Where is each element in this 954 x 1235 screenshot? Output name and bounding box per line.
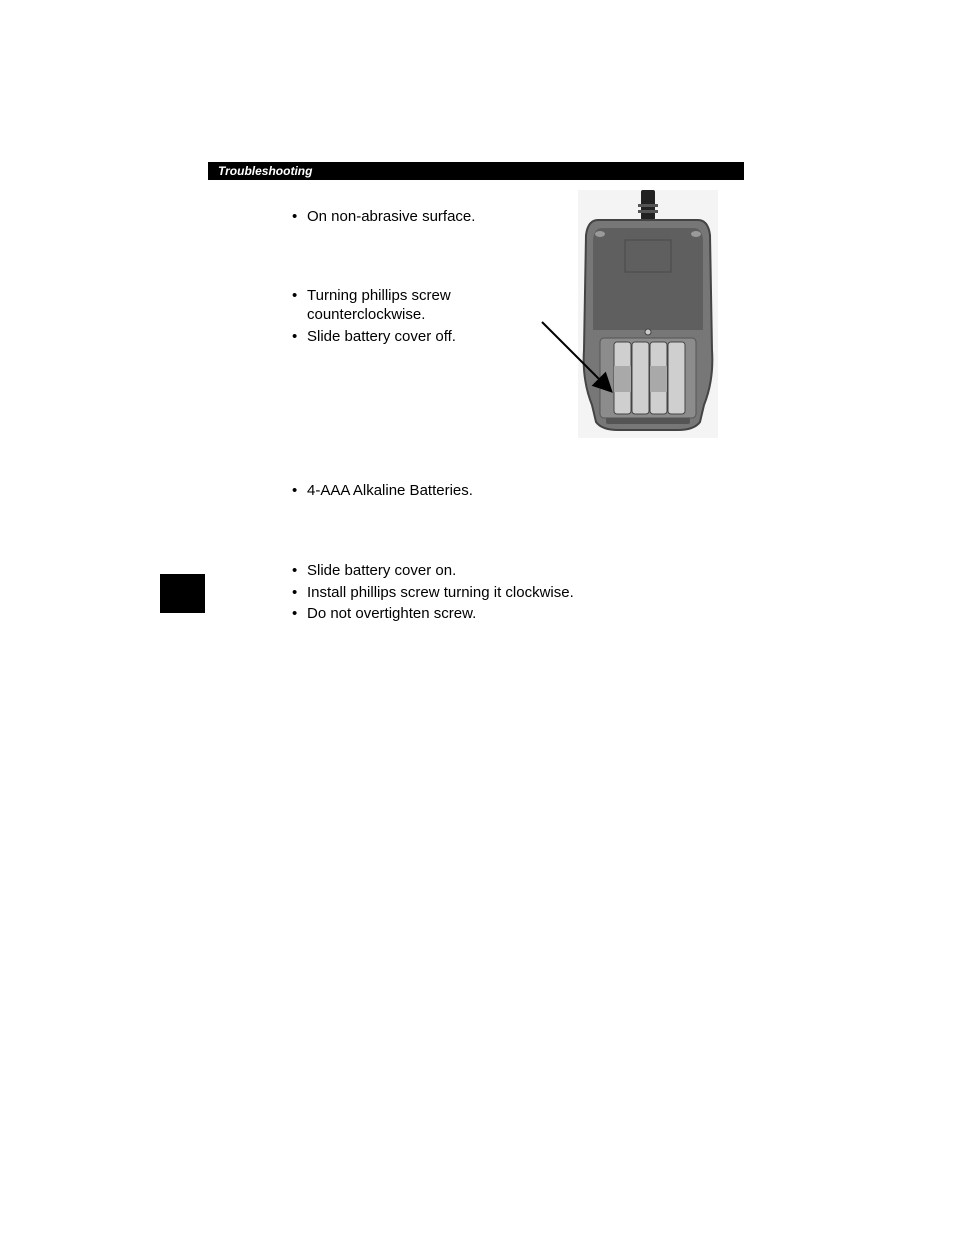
- list-item-text: Do not overtighten screw.: [307, 605, 477, 622]
- screw-icon: [645, 329, 651, 335]
- list-item-text: 4-AAA Alkaline Batteries.: [307, 482, 473, 499]
- list-item: [292, 583, 622, 602]
- section-title: Troubleshooting: [218, 164, 313, 178]
- list-item-text: Slide battery cover on.: [307, 562, 457, 579]
- bullet-icon: •: [292, 208, 298, 225]
- list-item: [292, 481, 592, 500]
- bullet-icon: •: [292, 287, 298, 304]
- arrow-icon: [538, 318, 618, 398]
- device-back-panel: [593, 228, 703, 330]
- bullet-icon: •: [292, 605, 298, 622]
- list-item: [292, 207, 552, 226]
- bullet-icon: •: [292, 482, 298, 499]
- list-item: [292, 286, 472, 324]
- section-header-bar: [208, 162, 744, 180]
- bullet-icon: •: [292, 562, 298, 579]
- chapter-tab-marker: [160, 574, 205, 613]
- list-item-text: Turning phillips screw counterclockwise.: [307, 287, 451, 323]
- bullet-icon: •: [292, 584, 298, 601]
- list-item-text: Slide battery cover off.: [307, 328, 456, 345]
- bullet-icon: •: [292, 328, 298, 345]
- device-back-battery-illustration: [578, 190, 718, 438]
- list-item-text: On non-abrasive surface.: [307, 208, 476, 225]
- list-item: [292, 327, 552, 346]
- batteries: [614, 342, 685, 414]
- list-item-text: Install phillips screw turning it clockwise.: [307, 584, 574, 601]
- list-item: [292, 561, 612, 580]
- list-item: [292, 604, 612, 623]
